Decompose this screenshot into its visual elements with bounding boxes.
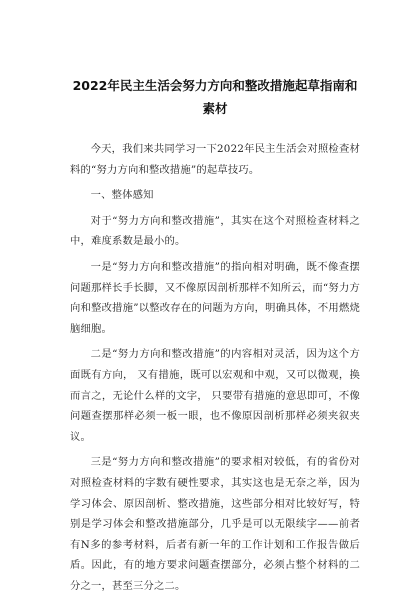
paragraph-overview: 对于“努力方向和整改措施”，其实在这个对照检查材料之中，难度系数是最小的。 (70, 214, 360, 248)
paragraph-point-one: 一是“努力方向和整改措施”的指向相对明确，既不像查摆问题那样长手长脚，又不像原因剖析那样不知所云，而“努力方向和整改措施”以整改存在的问题为方向，明确具体，不用燃烧脑细胞。 (70, 260, 360, 335)
paragraph-point-three: 三是“努力方向和整改措施”的要求相对较低，有的省份对对照检查材料的字数有硬性要求，其实这也是无奈之举，因为学习体会、原因剖析、整改措施，这些部分相对比较好写，特别是学习体会和整改措施部分，几乎是可以无限续字——前者有N多的参考材料，后者有新一年的工作计划和工作报告做后盾。因此，有的地方要求问题查摆部分，必须占整个材料的二分之一，甚至三分之二。 (70, 456, 360, 592)
section-heading: 一、整体感知 (90, 189, 154, 202)
document-title: 2022年民主生活会努力方向和整改措施起草指南和素材 (72, 78, 358, 116)
paragraph-point-two: 二是“努力方向和整改措施”的内容相对灵活，因为这个方面既有方向， 又有措施，既可以宏观和中观，又可以微观，换而言之，无论什么样的文字， 只要带有措施的意思即可，不像问题查摆那样必须一板一眼，也不像原因剖析那样必须夹叙夹议。 (70, 348, 360, 443)
paragraph-intro: 今天，我们来共同学习一下2022年民主生活会对照检查材料的“努力方向和整改措施”的起草技巧。 (70, 143, 360, 176)
document-body (70, 139, 360, 596)
